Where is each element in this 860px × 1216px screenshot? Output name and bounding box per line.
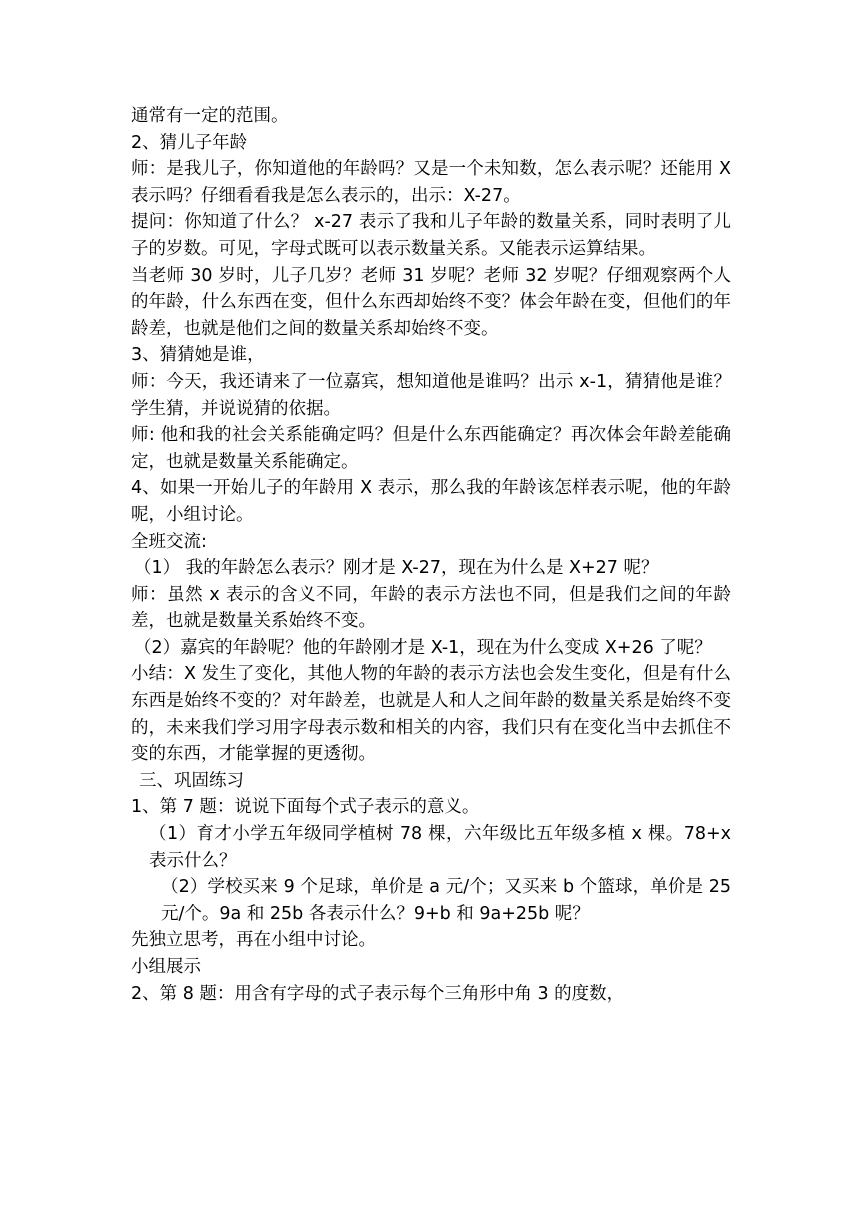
heading-practice: 三、巩固练习 <box>139 770 244 791</box>
paragraph-summary: 小结：X 发生了变化，其他人物的年龄的表示方法也会发生变化，但是有什么东西是始终不变的？对年龄差，也就是人和人之间年龄的数量关系是始终不变的，未来我们学习用字母表示数和相关的内容，我们只有在变化当中去抓住不变的东西，才能掌握的更透彻。 <box>131 664 731 765</box>
paragraph-exercise-7: 1、第 7 题：说说下面每个式子表示的意义。 <box>131 797 480 818</box>
paragraph-range-note: 通常有一定的范围。 <box>131 106 289 126</box>
paragraph-son-age-x: 4、如果一开始儿子的年龄用 X 表示，那么我的年龄该怎样表示呢，他的年龄呢，小组讨论。 <box>131 478 731 525</box>
paragraph-item-2: （2）嘉宾的年龄呢？他的年龄刚才是 X-1，现在为什么变成 X+26 了呢？ <box>134 637 712 658</box>
heading-guess-son-age: 2、猜儿子年龄 <box>131 132 248 153</box>
paragraph-group-show: 小组展示 <box>131 957 201 977</box>
paragraph-item-1: （1） 我的年龄怎么表示？刚才是 X-27，现在为什么是 X+27 呢？ <box>134 558 659 579</box>
paragraph-age-difference: 当老师 30 岁时，儿子几岁？老师 31 岁呢？老师 32 岁呢？仔细观察两个人的年龄，什么东西在变，但什么东西却始终不变？体会年龄在变，但他们的年龄差，也就是他们之间的数量关系却始终不变。 <box>131 265 731 339</box>
paragraph-question-x27: 提问：你知道了什么？ x-27 表示了我和儿子年龄的数量关系，同时表明了儿子的岁数。可见，字母式既可以表示数量关系。又能表示运算结果。 <box>131 212 731 259</box>
paragraph-exercise-7-2: （2）学校买来 9 个足球，单价是 a 元/个；又买来 b 个篮球，单价是 25 元/个。9a 和 25b 各表示什么？9+b 和 9a+25b 呢？ <box>161 877 731 924</box>
heading-guess-who: 3、猜猜她是谁， <box>131 345 265 366</box>
paragraph-teacher-x-meaning: 师：虽然 x 表示的含义不同，年龄的表示方法也不同，但是我们之间的年龄差，也就是数量关系始终不变。 <box>131 584 731 632</box>
paragraph-teacher-son: 师：是我儿子，你知道他的年龄吗？又是一个未知数，怎么表示呢？还能用 X 表示吗？仔细看看我是怎么表示的，出示：X-27。 <box>131 159 731 206</box>
paragraph-exercise-7-1: （1）育才小学五年级同学植树 78 棵，六年级比五年级多植 x 棵。78+x 表示什么？ <box>149 824 731 871</box>
paragraph-social-relation: 师: 他和我的社会关系能确定吗？但是什么东西能确定？再次体会年龄差能确定，也就是数量关系能确定。 <box>131 425 731 472</box>
document-body <box>131 103 731 1007</box>
paragraph-exercise-8: 2、第 8 题：用含有字母的式子表示每个三角形中角 3 的度数， <box>131 983 625 1004</box>
paragraph-class-exchange: 全班交流: <box>131 531 207 552</box>
paragraph-think-discuss: 先独立思考，再在小组中讨论。 <box>131 930 376 951</box>
paragraph-guest: 师：今天，我还请来了一位嘉宾，想知道他是谁吗？出示 x-1，猜猜他是谁？学生猜，并说说猜的依据。 <box>131 371 731 419</box>
